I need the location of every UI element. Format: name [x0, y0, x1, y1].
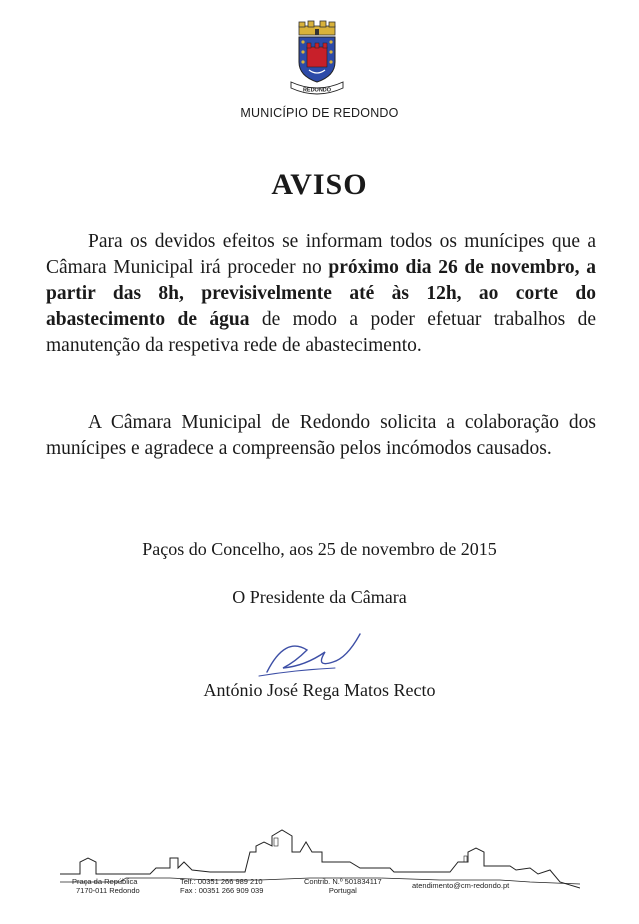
crest-label: REDONDO	[302, 87, 332, 94]
country: Portugal	[328, 886, 357, 895]
municipality-name: MUNICÍPIO DE REDONDO	[240, 106, 399, 120]
paragraph-1-bold-part: próximo dia 26 de novembro, a partir das 8h, previsivelmente até às 12h, ao corte do abastecimento de água	[46, 257, 596, 330]
notice-paragraph-1	[46, 229, 596, 359]
municipal-crest	[285, 20, 349, 98]
mural-crown-icon	[299, 21, 335, 35]
fax-number: Fax : 00351 266 909 039	[180, 886, 264, 895]
notice-paragraph-2	[46, 410, 596, 462]
footer-address	[72, 877, 140, 895]
email-address: atendimento@cm-redondo.pt	[412, 881, 510, 890]
paragraph-1-part-1: Para os devidos efeitos se informam todos os munícipes que a Câmara Municipal irá proceder no	[46, 231, 596, 278]
phone-number: Telf.: 00351 266 989 210	[180, 877, 263, 886]
signatory-title: O Presidente da Câmara	[232, 587, 407, 607]
handwritten-signature	[255, 628, 365, 683]
address-line-2: 7170-011 Redondo	[76, 886, 140, 895]
tax-id: Contrib. N.º 501834117	[304, 877, 382, 886]
footer-contacts	[180, 877, 263, 895]
shield-icon	[299, 37, 335, 82]
signatory-name: António José Rega Matos Recto	[203, 680, 436, 700]
paragraph-1-part-3: de modo a poder efetuar trabalhos de manutenção da respetiva rede de abastecimento.	[46, 309, 596, 356]
dateline: Paços do Concelho, aos 25 de novembro de 2015	[142, 539, 497, 559]
footer-tax	[304, 877, 382, 895]
paragraph-2-text: A Câmara Municipal de Redondo solicita a colaboração dos munícipes e agradece a compreensão pelos incómodos causados.	[46, 412, 596, 459]
notice-title: AVISO	[271, 168, 368, 201]
address-line-1: Praça da República	[72, 877, 138, 886]
